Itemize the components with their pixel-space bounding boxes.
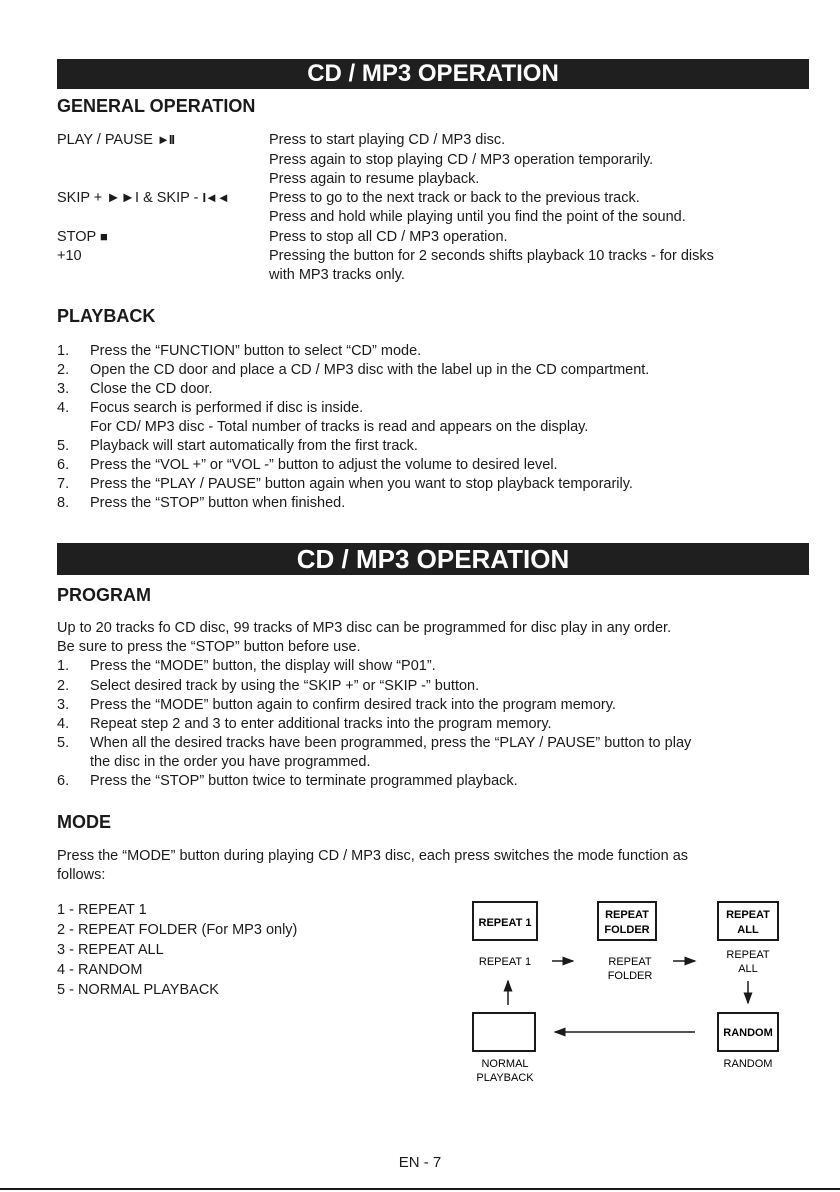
step-number: 2. (57, 362, 70, 378)
step-number: 4. (57, 400, 70, 416)
program-intro: Up to 20 tracks fo CD disc, 99 tracks of MP3 disc can be programmed for disc play in any order. (57, 620, 672, 636)
playback-heading: PLAYBACK (57, 306, 156, 326)
control-description: Pressing the button for 2 seconds shifts playback 10 tracks - for disks (269, 248, 714, 264)
step-number: 6. (57, 773, 70, 789)
repeat-folder-display (598, 902, 656, 940)
svg-text:REPEAT: REPEAT (726, 909, 770, 921)
control-name: STOP (57, 229, 96, 245)
step-number: 2. (57, 678, 70, 694)
stop-icon: ■ (100, 229, 107, 244)
svg-text:REPEAT 1: REPEAT 1 (478, 917, 532, 929)
mode-list-item: 2 - REPEAT FOLDER (For MP3 only) (57, 922, 298, 938)
mode-list-item: 5 - NORMAL PLAYBACK (57, 982, 219, 998)
control-description: Press again to stop playing CD / MP3 operation temporarily. (269, 152, 654, 168)
step-number: 3. (57, 381, 70, 397)
mode-cycle-diagram (465, 895, 795, 1095)
control-description: Press to go to the next track or back to the previous track. (269, 190, 640, 206)
step-text: Repeat step 2 and 3 to enter additional tracks into the program memory. (90, 716, 552, 732)
step-number: 7. (57, 476, 70, 492)
repeat-all-caption: ALL (738, 963, 758, 975)
repeat-all-display (718, 902, 778, 940)
svg-text:REPEAT: REPEAT (605, 909, 649, 921)
repeat-folder-caption: FOLDER (607, 970, 653, 982)
plus10-label: +10 (57, 248, 82, 264)
control-description: Press and hold while playing until you find the point of the sound. (269, 209, 686, 225)
mode-heading: MODE (57, 812, 111, 832)
step-text: Press the “MODE” button, the display will show “P01”. (90, 658, 436, 674)
step-number: 5. (57, 438, 70, 454)
step-text: Press the “MODE” button again to confirm desired track into the program memory. (90, 697, 616, 713)
repeat-1-caption: REPEAT 1 (478, 956, 532, 968)
mode-intro: follows: (57, 867, 106, 883)
program-intro: Be sure to press the “STOP” button before use. (57, 639, 361, 655)
step-number: 1. (57, 343, 70, 359)
control-description: with MP3 tracks only. (269, 267, 405, 283)
section-banner: CD / MP3 OPERATION (57, 59, 809, 89)
skip-back-icon: I◄◄ (202, 190, 229, 205)
play-pause-icon: ►II (156, 132, 175, 147)
random-caption: RANDOM (723, 1058, 773, 1070)
general-operation-heading: GENERAL OPERATION (57, 96, 256, 116)
step-text: Select desired track by using the “SKIP +” or “SKIP -” button. (90, 678, 480, 694)
control-description: Press to start playing CD / MP3 disc. (269, 132, 506, 148)
svg-text:ALL: ALL (737, 924, 759, 936)
step-text: Open the CD door and place a CD / MP3 disc with the label up in the CD compartment. (90, 362, 650, 378)
normal-playback-caption: NORMAL (481, 1058, 529, 1070)
step-number: 6. (57, 457, 70, 473)
control-description: Press to stop all CD / MP3 operation. (269, 229, 508, 245)
mode-list-item: 1 - REPEAT 1 (57, 902, 147, 918)
play-pause-label (57, 130, 174, 150)
step-number: 1. (57, 658, 70, 674)
page-number: EN - 7 (398, 1154, 442, 1171)
normal-playback-caption: PLAYBACK (476, 1072, 534, 1084)
svg-text:FOLDER: FOLDER (604, 924, 650, 936)
program-heading: PROGRAM (57, 585, 151, 605)
step-text: When all the desired tracks have been programmed, press the “PLAY / PAUSE” button to play (90, 735, 692, 751)
step-number: 5. (57, 735, 70, 751)
skip-label (57, 188, 229, 208)
step-text: Press the “STOP” button twice to terminate programmed playback. (90, 773, 518, 789)
step-text: Press the “STOP” button when finished. (90, 495, 346, 511)
section-banner: CD / MP3 OPERATION (57, 543, 809, 575)
mode-list (57, 900, 297, 1000)
step-text: Press the “FUNCTION” button to select “CD” mode. (90, 343, 422, 359)
repeat-folder-caption: REPEAT (608, 956, 652, 968)
control-name: PLAY / PAUSE (57, 132, 153, 148)
control-description: Press again to resume playback. (269, 171, 480, 187)
step-text: For CD/ MP3 disc - Total number of tracks is read and appears on the display. (90, 419, 589, 435)
normal-playback-display (473, 1013, 535, 1051)
control-name: SKIP + ►►I & SKIP - (57, 190, 203, 206)
step-text: Focus search is performed if disc is inside. (90, 400, 364, 416)
svg-text:RANDOM: RANDOM (723, 1027, 773, 1039)
step-text: the disc in the order you have programmed. (90, 754, 371, 770)
step-text: Press the “VOL +” or “VOL -” button to adjust the volume to desired level. (90, 457, 558, 473)
mode-intro: Press the “MODE” button during playing CD / MP3 disc, each press switches the mode function as (57, 848, 689, 864)
mode-list-item: 4 - RANDOM (57, 962, 143, 978)
random-display (718, 1013, 778, 1051)
step-text: Close the CD door. (90, 381, 213, 397)
step-number: 3. (57, 697, 70, 713)
page-bottom-rule (0, 1188, 840, 1190)
step-text: Press the “PLAY / PAUSE” button again when you want to stop playback temporarily. (90, 476, 633, 492)
repeat-1-display (473, 902, 537, 940)
mode-list-item: 3 - REPEAT ALL (57, 942, 164, 958)
step-text: Playback will start automatically from the first track. (90, 438, 418, 454)
repeat-all-caption: REPEAT (726, 949, 770, 961)
step-number: 4. (57, 716, 70, 732)
step-number: 8. (57, 495, 70, 511)
stop-label (57, 227, 107, 247)
